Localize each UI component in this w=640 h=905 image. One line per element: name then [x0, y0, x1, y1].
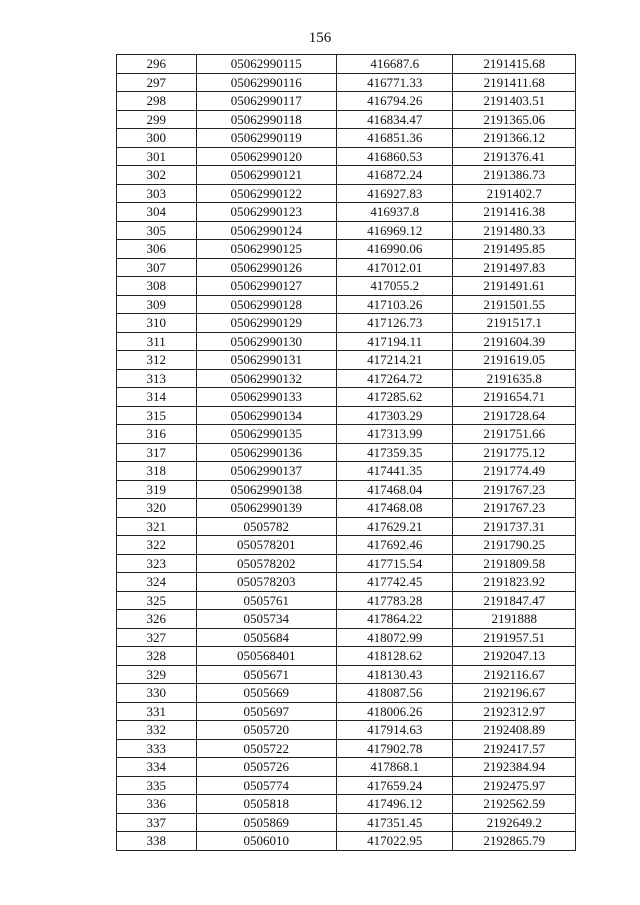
y-coordinate-cell: 2192475.97: [453, 776, 576, 795]
point-number-cell: 310: [117, 314, 197, 333]
table-row: [117, 665, 576, 684]
point-id-cell: 05062990137: [196, 462, 336, 481]
table-row: [117, 517, 576, 536]
table-row: [117, 462, 576, 481]
point-number-cell: 307: [117, 258, 197, 277]
point-id-cell: 0505726: [196, 758, 336, 777]
x-coordinate-cell: 417055.2: [336, 277, 453, 296]
y-coordinate-cell: 2191480.33: [453, 221, 576, 240]
table-row: [117, 795, 576, 814]
point-id-cell: 05062990131: [196, 351, 336, 370]
table-row: [117, 277, 576, 296]
y-coordinate-cell: 2191495.85: [453, 240, 576, 259]
point-id-cell: 0505734: [196, 610, 336, 629]
table-row: [117, 129, 576, 148]
x-coordinate-cell: 417902.78: [336, 739, 453, 758]
y-coordinate-cell: 2191775.12: [453, 443, 576, 462]
x-coordinate-cell: 417914.63: [336, 721, 453, 740]
point-id-cell: 05062990127: [196, 277, 336, 296]
point-id-cell: 05062990121: [196, 166, 336, 185]
point-id-cell: 05062990135: [196, 425, 336, 444]
x-coordinate-cell: 417868.1: [336, 758, 453, 777]
x-coordinate-cell: 417715.54: [336, 554, 453, 573]
point-id-cell: 050568401: [196, 647, 336, 666]
x-coordinate-cell: 417692.46: [336, 536, 453, 555]
point-id-cell: 0505671: [196, 665, 336, 684]
point-number-cell: 302: [117, 166, 197, 185]
point-number-cell: 324: [117, 573, 197, 592]
point-number-cell: 305: [117, 221, 197, 240]
table-row: [117, 388, 576, 407]
x-coordinate-cell: 417022.95: [336, 832, 453, 851]
y-coordinate-cell: 2192649.2: [453, 813, 576, 832]
point-number-cell: 338: [117, 832, 197, 851]
x-coordinate-cell: 416860.53: [336, 147, 453, 166]
table-row: [117, 721, 576, 740]
point-number-cell: 331: [117, 702, 197, 721]
table-row: [117, 406, 576, 425]
x-coordinate-cell: 416834.47: [336, 110, 453, 129]
table-row: [117, 166, 576, 185]
point-id-cell: 05062990134: [196, 406, 336, 425]
y-coordinate-cell: 2191403.51: [453, 92, 576, 111]
point-id-cell: 05062990126: [196, 258, 336, 277]
point-number-cell: 297: [117, 73, 197, 92]
y-coordinate-cell: 2192408.89: [453, 721, 576, 740]
y-coordinate-cell: 2191491.61: [453, 277, 576, 296]
y-coordinate-cell: 2191823.92: [453, 573, 576, 592]
x-coordinate-cell: 417194.11: [336, 332, 453, 351]
table-row: [117, 647, 576, 666]
x-coordinate-cell: 417659.24: [336, 776, 453, 795]
table-row: [117, 203, 576, 222]
point-number-cell: 308: [117, 277, 197, 296]
table-row: [117, 480, 576, 499]
page-number: 156: [308, 30, 332, 46]
point-id-cell: 05062990115: [196, 55, 336, 74]
x-coordinate-cell: 417468.08: [336, 499, 453, 518]
table-row: [117, 240, 576, 259]
point-number-cell: 311: [117, 332, 197, 351]
coordinates-table-body: [117, 55, 576, 851]
x-coordinate-cell: 417303.29: [336, 406, 453, 425]
x-coordinate-cell: 416851.36: [336, 129, 453, 148]
x-coordinate-cell: 417496.12: [336, 795, 453, 814]
point-number-cell: 328: [117, 647, 197, 666]
y-coordinate-cell: 2192312.97: [453, 702, 576, 721]
point-number-cell: 314: [117, 388, 197, 407]
x-coordinate-cell: 418130.43: [336, 665, 453, 684]
table-row: [117, 55, 576, 74]
point-id-cell: 0505761: [196, 591, 336, 610]
x-coordinate-cell: 417126.73: [336, 314, 453, 333]
table-row: [117, 739, 576, 758]
y-coordinate-cell: 2191386.73: [453, 166, 576, 185]
y-coordinate-cell: 2191497.83: [453, 258, 576, 277]
x-coordinate-cell: 417264.72: [336, 369, 453, 388]
table-row: [117, 184, 576, 203]
table-row: [117, 425, 576, 444]
point-number-cell: 327: [117, 628, 197, 647]
y-coordinate-cell: 2192562.59: [453, 795, 576, 814]
table-row: [117, 499, 576, 518]
point-number-cell: 313: [117, 369, 197, 388]
point-id-cell: 05062990128: [196, 295, 336, 314]
point-number-cell: 329: [117, 665, 197, 684]
y-coordinate-cell: 2192116.67: [453, 665, 576, 684]
point-id-cell: 0506010: [196, 832, 336, 851]
point-number-cell: 318: [117, 462, 197, 481]
point-number-cell: 316: [117, 425, 197, 444]
x-coordinate-cell: 418072.99: [336, 628, 453, 647]
point-number-cell: 315: [117, 406, 197, 425]
point-number-cell: 336: [117, 795, 197, 814]
x-coordinate-cell: 417468.04: [336, 480, 453, 499]
x-coordinate-cell: 416969.12: [336, 221, 453, 240]
x-coordinate-cell: 418006.26: [336, 702, 453, 721]
point-number-cell: 325: [117, 591, 197, 610]
table-row: [117, 73, 576, 92]
point-number-cell: 317: [117, 443, 197, 462]
point-id-cell: 05062990118: [196, 110, 336, 129]
x-coordinate-cell: 416937.8: [336, 203, 453, 222]
point-number-cell: 312: [117, 351, 197, 370]
x-coordinate-cell: 417313.99: [336, 425, 453, 444]
table-row: [117, 314, 576, 333]
point-number-cell: 330: [117, 684, 197, 703]
point-id-cell: 0505869: [196, 813, 336, 832]
point-number-cell: 300: [117, 129, 197, 148]
point-id-cell: 05062990129: [196, 314, 336, 333]
y-coordinate-cell: 2191517.1: [453, 314, 576, 333]
x-coordinate-cell: 417351.45: [336, 813, 453, 832]
y-coordinate-cell: 2191604.39: [453, 332, 576, 351]
y-coordinate-cell: 2192196.67: [453, 684, 576, 703]
y-coordinate-cell: 2192384.94: [453, 758, 576, 777]
point-number-cell: 319: [117, 480, 197, 499]
x-coordinate-cell: 417012.01: [336, 258, 453, 277]
point-number-cell: 304: [117, 203, 197, 222]
point-number-cell: 301: [117, 147, 197, 166]
x-coordinate-cell: 416771.33: [336, 73, 453, 92]
point-id-cell: 05062990133: [196, 388, 336, 407]
table-row: [117, 536, 576, 555]
point-number-cell: 296: [117, 55, 197, 74]
table-row: [117, 702, 576, 721]
y-coordinate-cell: 2191751.66: [453, 425, 576, 444]
point-id-cell: 05062990132: [196, 369, 336, 388]
table-row: [117, 554, 576, 573]
x-coordinate-cell: 417864.22: [336, 610, 453, 629]
y-coordinate-cell: 2191654.71: [453, 388, 576, 407]
point-id-cell: 05062990124: [196, 221, 336, 240]
table-row: [117, 351, 576, 370]
table-row: [117, 221, 576, 240]
point-id-cell: 0505722: [196, 739, 336, 758]
y-coordinate-cell: 2191411.68: [453, 73, 576, 92]
point-id-cell: 0505774: [196, 776, 336, 795]
table-row: [117, 610, 576, 629]
point-id-cell: 050578201: [196, 536, 336, 555]
point-number-cell: 334: [117, 758, 197, 777]
table-row: [117, 628, 576, 647]
x-coordinate-cell: 417742.45: [336, 573, 453, 592]
x-coordinate-cell: 416794.26: [336, 92, 453, 111]
x-coordinate-cell: 417359.35: [336, 443, 453, 462]
table-row: [117, 832, 576, 851]
point-id-cell: 05062990136: [196, 443, 336, 462]
y-coordinate-cell: 2191619.05: [453, 351, 576, 370]
table-row: [117, 813, 576, 832]
point-number-cell: 320: [117, 499, 197, 518]
point-number-cell: 298: [117, 92, 197, 111]
table-row: [117, 776, 576, 795]
point-id-cell: 05062990119: [196, 129, 336, 148]
point-id-cell: 05062990130: [196, 332, 336, 351]
table-row: [117, 758, 576, 777]
x-coordinate-cell: 417783.28: [336, 591, 453, 610]
y-coordinate-cell: 2191501.55: [453, 295, 576, 314]
coordinates-table: [116, 54, 576, 851]
x-coordinate-cell: 417629.21: [336, 517, 453, 536]
table-row: [117, 684, 576, 703]
x-coordinate-cell: 416687.6: [336, 55, 453, 74]
point-number-cell: 306: [117, 240, 197, 259]
table-row: [117, 92, 576, 111]
x-coordinate-cell: 417441.35: [336, 462, 453, 481]
y-coordinate-cell: 2191635.8: [453, 369, 576, 388]
y-coordinate-cell: 2191376.41: [453, 147, 576, 166]
table-row: [117, 258, 576, 277]
y-coordinate-cell: 2191365.06: [453, 110, 576, 129]
y-coordinate-cell: 2191847.47: [453, 591, 576, 610]
point-id-cell: 0505684: [196, 628, 336, 647]
point-id-cell: 05062990138: [196, 480, 336, 499]
point-id-cell: 050578202: [196, 554, 336, 573]
y-coordinate-cell: 2191774.49: [453, 462, 576, 481]
point-id-cell: 05062990122: [196, 184, 336, 203]
point-id-cell: 05062990116: [196, 73, 336, 92]
x-coordinate-cell: 417214.21: [336, 351, 453, 370]
x-coordinate-cell: 418087.56: [336, 684, 453, 703]
point-id-cell: 0505720: [196, 721, 336, 740]
y-coordinate-cell: 2191767.23: [453, 499, 576, 518]
point-id-cell: 0505697: [196, 702, 336, 721]
point-number-cell: 299: [117, 110, 197, 129]
table-row: [117, 591, 576, 610]
point-number-cell: 321: [117, 517, 197, 536]
point-id-cell: 0505782: [196, 517, 336, 536]
point-number-cell: 303: [117, 184, 197, 203]
point-id-cell: 05062990117: [196, 92, 336, 111]
table-row: [117, 110, 576, 129]
y-coordinate-cell: 2191737.31: [453, 517, 576, 536]
point-number-cell: 333: [117, 739, 197, 758]
table-row: [117, 332, 576, 351]
y-coordinate-cell: 2192865.79: [453, 832, 576, 851]
point-id-cell: 05062990120: [196, 147, 336, 166]
y-coordinate-cell: 2191728.64: [453, 406, 576, 425]
point-number-cell: 326: [117, 610, 197, 629]
y-coordinate-cell: 2192047.13: [453, 647, 576, 666]
x-coordinate-cell: 417285.62: [336, 388, 453, 407]
point-number-cell: 322: [117, 536, 197, 555]
point-number-cell: 309: [117, 295, 197, 314]
point-number-cell: 323: [117, 554, 197, 573]
table-row: [117, 295, 576, 314]
point-number-cell: 332: [117, 721, 197, 740]
x-coordinate-cell: 416927.83: [336, 184, 453, 203]
x-coordinate-cell: 416990.06: [336, 240, 453, 259]
y-coordinate-cell: 2191767.23: [453, 480, 576, 499]
point-id-cell: 05062990123: [196, 203, 336, 222]
y-coordinate-cell: 2191888: [453, 610, 576, 629]
point-id-cell: 05062990125: [196, 240, 336, 259]
table-row: [117, 147, 576, 166]
x-coordinate-cell: 417103.26: [336, 295, 453, 314]
table-row: [117, 573, 576, 592]
point-id-cell: 0505669: [196, 684, 336, 703]
point-id-cell: 050578203: [196, 573, 336, 592]
x-coordinate-cell: 418128.62: [336, 647, 453, 666]
y-coordinate-cell: 2191790.25: [453, 536, 576, 555]
point-id-cell: 0505818: [196, 795, 336, 814]
y-coordinate-cell: 2191809.58: [453, 554, 576, 573]
y-coordinate-cell: 2191402.7: [453, 184, 576, 203]
table-row: [117, 443, 576, 462]
y-coordinate-cell: 2191957.51: [453, 628, 576, 647]
y-coordinate-cell: 2191416.38: [453, 203, 576, 222]
x-coordinate-cell: 416872.24: [336, 166, 453, 185]
y-coordinate-cell: 2192417.57: [453, 739, 576, 758]
point-id-cell: 05062990139: [196, 499, 336, 518]
y-coordinate-cell: 2191366.12: [453, 129, 576, 148]
y-coordinate-cell: 2191415.68: [453, 55, 576, 74]
point-number-cell: 335: [117, 776, 197, 795]
point-number-cell: 337: [117, 813, 197, 832]
table-row: [117, 369, 576, 388]
